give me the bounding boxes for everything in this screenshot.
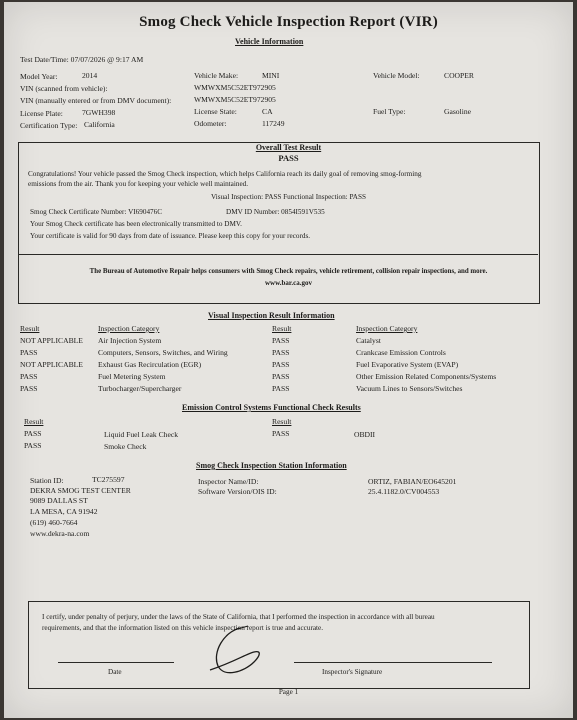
vin-scanned-value: WMWXM5C52ET972905 [194,83,276,92]
vin-scanned-label: VIN (scanned from vehicle): [20,84,108,93]
validity-note: Your certificate is valid for 90 days from date of issuance. Please keep this copy for your records. [30,232,311,240]
station-id-label: Station ID: [30,476,64,485]
congrats-line-2: emissions from the air. Thank you for keeping your vehicle well maintained. [28,180,249,188]
visual-inspection-heading: Visual Inspection Result Information [208,311,335,320]
visual-result: PASS [20,384,38,393]
station-website: www.dekra-na.com [30,529,90,538]
page-number: Page 1 [278,688,299,696]
visual-category: Computers, Sensors, Switches, and Wiring [98,348,228,357]
visual-result-header-right: Result [272,324,292,333]
vehicle-info-heading: Vehicle Information [235,37,304,46]
license-state-label: License State: [194,107,237,116]
cert-type-label: Certification Type: [20,121,78,130]
license-state-value: CA [262,107,273,116]
date-label: Date [108,668,122,676]
station-name: DEKRA SMOG TEST CENTER [30,486,131,495]
station-address-1: 9089 DALLAS ST [30,496,88,505]
functional-result-header-right: Result [272,417,292,426]
visual-category: Turbocharger/Supercharger [98,384,182,393]
functional-category: OBDII [354,430,376,439]
test-datetime: Test Date/Time: 07/07/2026 @ 9:17 AM [20,55,144,64]
station-info-heading: Smog Check Inspection Station Information [196,461,347,470]
odometer-value: 117249 [262,119,285,128]
visual-category: Catalyst [356,336,381,345]
certificate-number: Smog Check Certificate Number: VI690476C [30,208,163,216]
visual-result: PASS [272,348,290,357]
odometer-label: Odometer: [194,119,227,128]
certify-line-1: I certify, under penalty of perjury, under the laws of the State of California, that I performed the inspection in accordance with all bureau [42,613,435,621]
visual-category: Exhaust Gas Recirculation (EGR) [98,360,202,369]
overall-result-status: PASS [278,153,299,163]
certify-line-2: requirements, and that the information listed on this vehicle inspection report is true and accurate. [42,624,324,632]
model-year-label: Model Year: [20,72,58,81]
visual-result: PASS [272,360,290,369]
visual-functional-summary: Visual Inspection: PASS Functional Inspection: PASS [211,193,366,201]
station-id-value: TC275597 [92,475,125,484]
vin-manual-label: VIN (manually entered or from DMV document): [20,96,172,105]
transmitted-note: Your Smog Check certificate has been electronically transmitted to DMV. [30,220,242,228]
congrats-line-1: Congratulations! Your vehicle passed the Smog Check inspection, which helps California reach its daily goal of removing smog-forming [28,170,422,178]
visual-category: Fuel Evaporative System (EVAP) [356,360,459,369]
visual-category: Air Injection System [98,336,162,345]
model-label: Vehicle Model: [373,71,420,80]
inspector-signature [204,622,364,682]
make-label: Vehicle Make: [194,71,239,80]
bureau-website: www.bar.ca.gov [265,279,312,287]
make-value: MINI [262,71,280,80]
functional-result: PASS [272,429,290,438]
model-year-value: 2014 [82,71,98,80]
inspector-label: Inspector Name/ID: [198,477,259,486]
software-label: Software Version/OIS ID: [198,487,277,496]
license-plate-value: 7GWH398 [82,108,116,117]
functional-result: PASS [24,429,42,438]
visual-result-header-left: Result [20,324,40,333]
visual-category-header-right: Inspection Category [356,324,418,333]
software-value: 25.4.1182.0/CV004553 [368,487,440,496]
report-title: Smog Check Vehicle Inspection Report (VIR) [139,14,438,30]
visual-category: Vacuum Lines to Sensors/Switches [356,384,463,393]
fuel-type-value: Gasoline [444,107,471,116]
visual-category: Other Emission Related Components/Systems [356,372,497,381]
functional-category: Smoke Check [104,442,147,451]
visual-category-header-left: Inspection Category [98,324,160,333]
license-plate-label: License Plate: [20,109,63,118]
vin-manual-value: WMWXM5C52ET972905 [194,95,276,104]
station-phone: (619) 460-7664 [30,518,78,527]
date-line [58,662,174,663]
dmv-id-number: DMV ID Number: 0854I591V535 [226,208,325,216]
model-value: COOPER [444,71,474,80]
functional-check-heading: Emission Control Systems Functional Check Results [182,403,361,412]
inspection-report-page [4,2,573,718]
visual-result: PASS [272,384,290,393]
visual-result: NOT APPLICABLE [20,360,83,369]
result-box-divider [19,254,538,255]
station-address-2: LA MESA, CA 91942 [30,507,98,516]
visual-category: Crankcase Emission Controls [356,348,446,357]
visual-category: Fuel Metering System [98,372,166,381]
visual-result: PASS [20,348,38,357]
overall-result-heading: Overall Test Result [255,143,322,152]
bureau-note: The Bureau of Automotive Repair helps consumers with Smog Check repairs, vehicle retirement, collision repair inspections, and more. [89,268,488,275]
visual-result: PASS [272,372,290,381]
visual-result: PASS [272,336,290,345]
fuel-type-label: Fuel Type: [373,107,406,116]
functional-result-header-left: Result [24,417,44,426]
visual-result: NOT APPLICABLE [20,336,83,345]
functional-result: PASS [24,441,42,450]
signature-label: Inspector's Signature [322,668,383,676]
visual-result: PASS [20,372,38,381]
inspector-value: ORTIZ, FABIAN/EO645201 [368,477,457,486]
cert-type-value: California [84,120,115,129]
functional-category: Liquid Fuel Leak Check [104,430,179,439]
